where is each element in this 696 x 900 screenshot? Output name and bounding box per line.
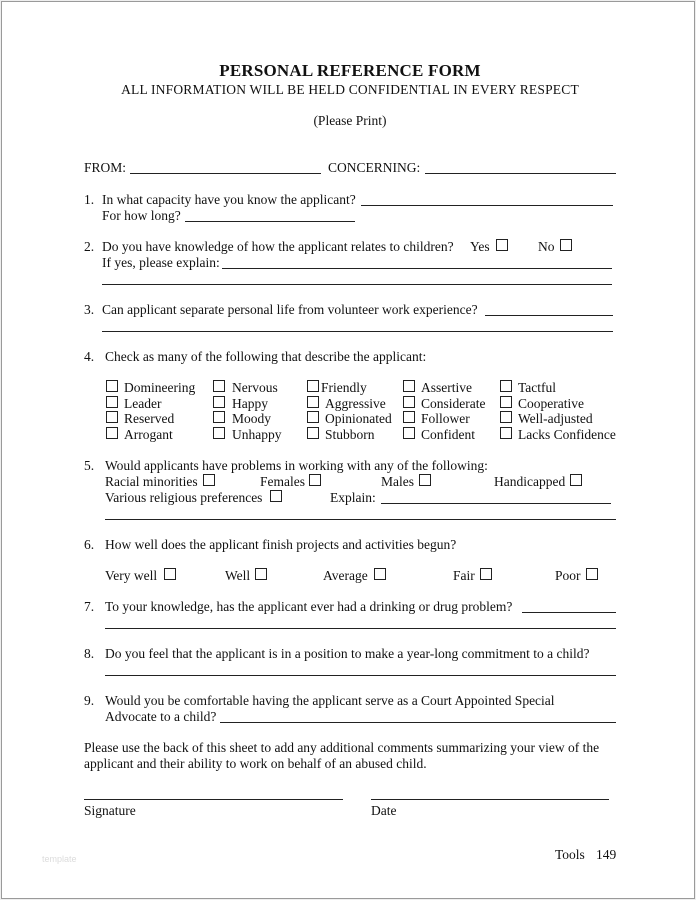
q5-option-label: Racial minorities <box>105 474 198 489</box>
from-field[interactable] <box>130 173 321 174</box>
trait-label: Assertive <box>421 380 472 395</box>
q3-number: 3. <box>84 302 95 317</box>
trait-checkbox[interactable] <box>106 396 118 408</box>
q6-text: How well does the applicant finish projects and activities begun? <box>105 537 457 552</box>
q2-number: 2. <box>84 239 95 254</box>
q2-text: Do you have knowledge of how the applicant relates to children? <box>102 239 454 254</box>
trait-label: Well-adjusted <box>518 411 593 426</box>
trait-checkbox[interactable] <box>403 427 415 439</box>
trait-label: Follower <box>421 411 470 426</box>
q7-field-2[interactable] <box>105 628 616 629</box>
q5-option-label: Males <box>381 474 414 489</box>
trait-checkbox[interactable] <box>500 380 512 392</box>
q2-explain-field-2[interactable] <box>102 284 612 285</box>
form-subtitle: ALL INFORMATION WILL BE HELD CONFIDENTIAL IN EVERY RESPECT <box>121 82 579 97</box>
trait-checkbox[interactable] <box>213 396 225 408</box>
trait-label: Stubborn <box>325 427 375 442</box>
q3-text: Can applicant separate personal life from volunteer work experience? <box>102 302 478 317</box>
q7-text: To your knowledge, has the applicant ever had a drinking or drug problem? <box>105 599 513 614</box>
trait-checkbox[interactable] <box>106 380 118 392</box>
q2-yes-label: Yes <box>470 239 490 254</box>
footer-tools-label: Tools <box>555 847 585 862</box>
q6-number: 6. <box>84 537 95 552</box>
q5-option-checkbox[interactable] <box>419 474 431 486</box>
form-title: PERSONAL REFERENCE FORM <box>219 61 481 80</box>
trait-checkbox[interactable] <box>403 411 415 423</box>
q8-number: 8. <box>84 646 95 661</box>
q5-explain-field[interactable] <box>381 503 611 504</box>
q1-text: In what capacity have you know the applicant? <box>102 192 356 207</box>
q3-field[interactable] <box>485 315 613 316</box>
rating-checkbox[interactable] <box>374 568 386 580</box>
trait-checkbox[interactable] <box>213 380 225 392</box>
trait-checkbox[interactable] <box>307 411 319 423</box>
q9-text-line2: Advocate to a child? <box>105 709 217 724</box>
q9-field[interactable] <box>220 722 616 723</box>
q3-field-2[interactable] <box>102 331 613 332</box>
watermark-text: template <box>42 854 77 864</box>
trait-label: Aggressive <box>325 396 386 411</box>
q9-text-line1: Would you be comfortable having the applicant serve as a Court Appointed Special <box>105 693 555 708</box>
footer-page-number: 149 <box>596 847 617 862</box>
trait-label: Tactful <box>518 380 557 395</box>
q5-option-label: Females <box>260 474 305 489</box>
trait-checkbox[interactable] <box>106 427 118 439</box>
q2-explain-field[interactable] <box>222 268 612 269</box>
form-page <box>1 1 695 899</box>
trait-label: Friendly <box>321 380 367 395</box>
q5-text: Would applicants have problems in working with any of the following: <box>105 458 488 473</box>
q2-no-label: No <box>538 239 555 254</box>
closing-text-line1: Please use the back of this sheet to add any additional comments summarizing your view of the <box>84 740 600 755</box>
q5-option-checkbox[interactable] <box>203 474 215 486</box>
rating-checkbox[interactable] <box>480 568 492 580</box>
trait-label: Happy <box>232 396 268 411</box>
concerning-field[interactable] <box>425 173 616 174</box>
q5-explain-field-2[interactable] <box>105 519 616 520</box>
q5-option-checkbox[interactable] <box>309 474 321 486</box>
trait-label: Nervous <box>232 380 278 395</box>
trait-label: Confident <box>421 427 475 442</box>
trait-label: Unhappy <box>232 427 282 442</box>
q5-religious-checkbox[interactable] <box>270 490 282 502</box>
q5-option-checkbox[interactable] <box>570 474 582 486</box>
q1-number: 1. <box>84 192 95 207</box>
trait-checkbox[interactable] <box>403 380 415 392</box>
trait-checkbox[interactable] <box>106 411 118 423</box>
trait-label: Considerate <box>421 396 486 411</box>
q5-religious-label: Various religious preferences <box>105 490 263 505</box>
q7-field[interactable] <box>522 612 616 613</box>
trait-label: Arrogant <box>124 427 173 442</box>
q2-no-checkbox[interactable] <box>560 239 572 251</box>
from-label: FROM: <box>84 160 127 175</box>
q9-number: 9. <box>84 693 95 708</box>
trait-checkbox[interactable] <box>307 380 319 392</box>
trait-checkbox[interactable] <box>307 396 319 408</box>
please-print-note: (Please Print) <box>313 113 387 128</box>
trait-checkbox[interactable] <box>500 427 512 439</box>
trait-checkbox[interactable] <box>500 411 512 423</box>
trait-label: Lacks Confidence <box>518 427 616 442</box>
rating-label: Very well <box>105 568 158 583</box>
rating-checkbox[interactable] <box>164 568 176 580</box>
trait-checkbox[interactable] <box>213 411 225 423</box>
q2-explain-label: If yes, please explain: <box>102 255 220 270</box>
trait-label: Domineering <box>124 380 196 395</box>
q5-explain-label: Explain: <box>330 490 376 505</box>
rating-label: Poor <box>555 568 581 583</box>
q8-field[interactable] <box>105 675 616 676</box>
rating-label: Average <box>323 568 368 583</box>
rating-checkbox[interactable] <box>255 568 267 580</box>
rating-checkbox[interactable] <box>586 568 598 580</box>
rating-label: Fair <box>453 568 475 583</box>
trait-checkbox[interactable] <box>403 396 415 408</box>
q7-number: 7. <box>84 599 95 614</box>
rating-label: Well <box>225 568 251 583</box>
signature-label: Signature <box>84 803 136 818</box>
date-field[interactable] <box>371 799 609 800</box>
q8-text: Do you feel that the applicant is in a position to make a year-long commitment to a child? <box>105 646 590 661</box>
q2-yes-checkbox[interactable] <box>496 239 508 251</box>
closing-text-line2: applicant and their ability to work on behalf of an abused child. <box>84 756 427 771</box>
q5-number: 5. <box>84 458 95 473</box>
trait-checkbox[interactable] <box>213 427 225 439</box>
concerning-label: CONCERNING: <box>328 160 421 175</box>
q1-duration-field[interactable] <box>185 221 355 222</box>
trait-label: Moody <box>232 411 272 426</box>
trait-label: Leader <box>124 396 162 411</box>
trait-checkbox[interactable] <box>500 396 512 408</box>
q1-capacity-field[interactable] <box>361 205 613 206</box>
trait-label: Opinionated <box>325 411 392 426</box>
date-label: Date <box>371 803 397 818</box>
q5-option-label: Handicapped <box>494 474 566 489</box>
trait-label: Reserved <box>124 411 175 426</box>
q4-text: Check as many of the following that describe the applicant: <box>105 349 427 364</box>
q4-number: 4. <box>84 349 95 364</box>
trait-checkbox[interactable] <box>307 427 319 439</box>
q1-duration-label: For how long? <box>102 208 181 223</box>
signature-field[interactable] <box>84 799 343 800</box>
trait-label: Cooperative <box>518 396 584 411</box>
